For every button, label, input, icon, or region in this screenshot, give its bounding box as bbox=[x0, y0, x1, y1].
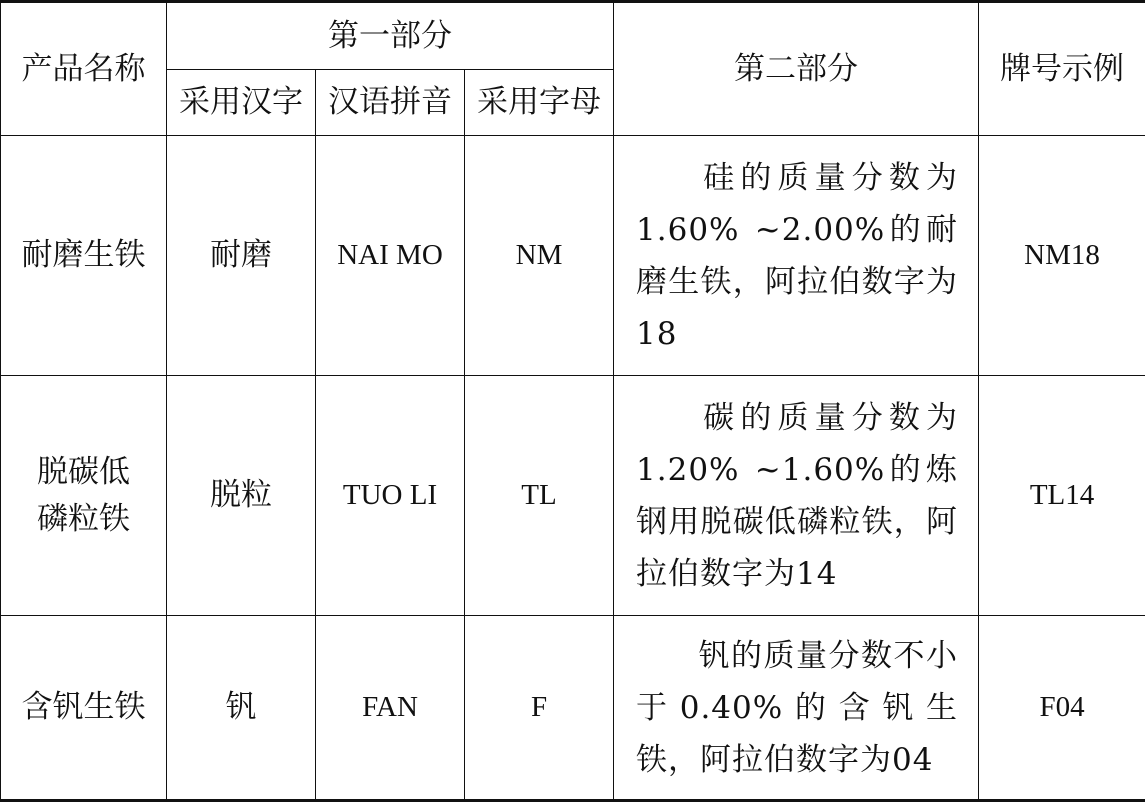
description-text: 碳的质量分数为1.20% ~1.60%的炼钢用脱碳低磷粒铁，阿拉伯数字为14 bbox=[636, 400, 958, 592]
cell-product-name: 脱碳低磷粒铁 bbox=[1, 376, 167, 616]
cell-letters: NM bbox=[465, 136, 614, 376]
cell-description bbox=[614, 136, 979, 376]
header-part-two: 第二部分 bbox=[614, 2, 979, 136]
header-row-1 bbox=[1, 2, 1145, 70]
cell-hanzi: 耐磨 bbox=[167, 136, 316, 376]
cell-letters: F bbox=[465, 616, 614, 801]
header-pinyin: 汉语拼音 bbox=[316, 70, 465, 136]
cell-hanzi: 脱粒 bbox=[167, 376, 316, 616]
header-part-one: 第一部分 bbox=[167, 2, 614, 70]
cell-pinyin: FAN bbox=[316, 616, 465, 801]
cell-letters: TL bbox=[465, 376, 614, 616]
header-product-name: 产品名称 bbox=[1, 2, 167, 136]
header-hanzi: 采用汉字 bbox=[167, 70, 316, 136]
table-row bbox=[1, 376, 1145, 616]
table-row bbox=[1, 616, 1145, 801]
cell-pinyin: TUO LI bbox=[316, 376, 465, 616]
cell-pinyin: NAI MO bbox=[316, 136, 465, 376]
cell-product-name: 耐磨生铁 bbox=[1, 136, 167, 376]
cell-grade-example: NM18 bbox=[979, 136, 1145, 376]
cell-product-name: 含钒生铁 bbox=[1, 616, 167, 801]
cell-hanzi: 钒 bbox=[167, 616, 316, 801]
cell-grade-example: TL14 bbox=[979, 376, 1145, 616]
description-text: 硅的质量分数为1.60% ~2.00%的耐磨生铁，阿拉伯数字为18 bbox=[636, 160, 958, 352]
cell-description bbox=[614, 616, 979, 801]
cell-description bbox=[614, 376, 979, 616]
header-grade-example: 牌号示例 bbox=[979, 2, 1145, 136]
table-row bbox=[1, 136, 1145, 376]
cell-grade-example: F04 bbox=[979, 616, 1145, 801]
description-text: 钒的质量分数不小于0.40%的含钒生铁，阿拉伯数字为04 bbox=[636, 638, 958, 778]
header-letters: 采用字母 bbox=[465, 70, 614, 136]
